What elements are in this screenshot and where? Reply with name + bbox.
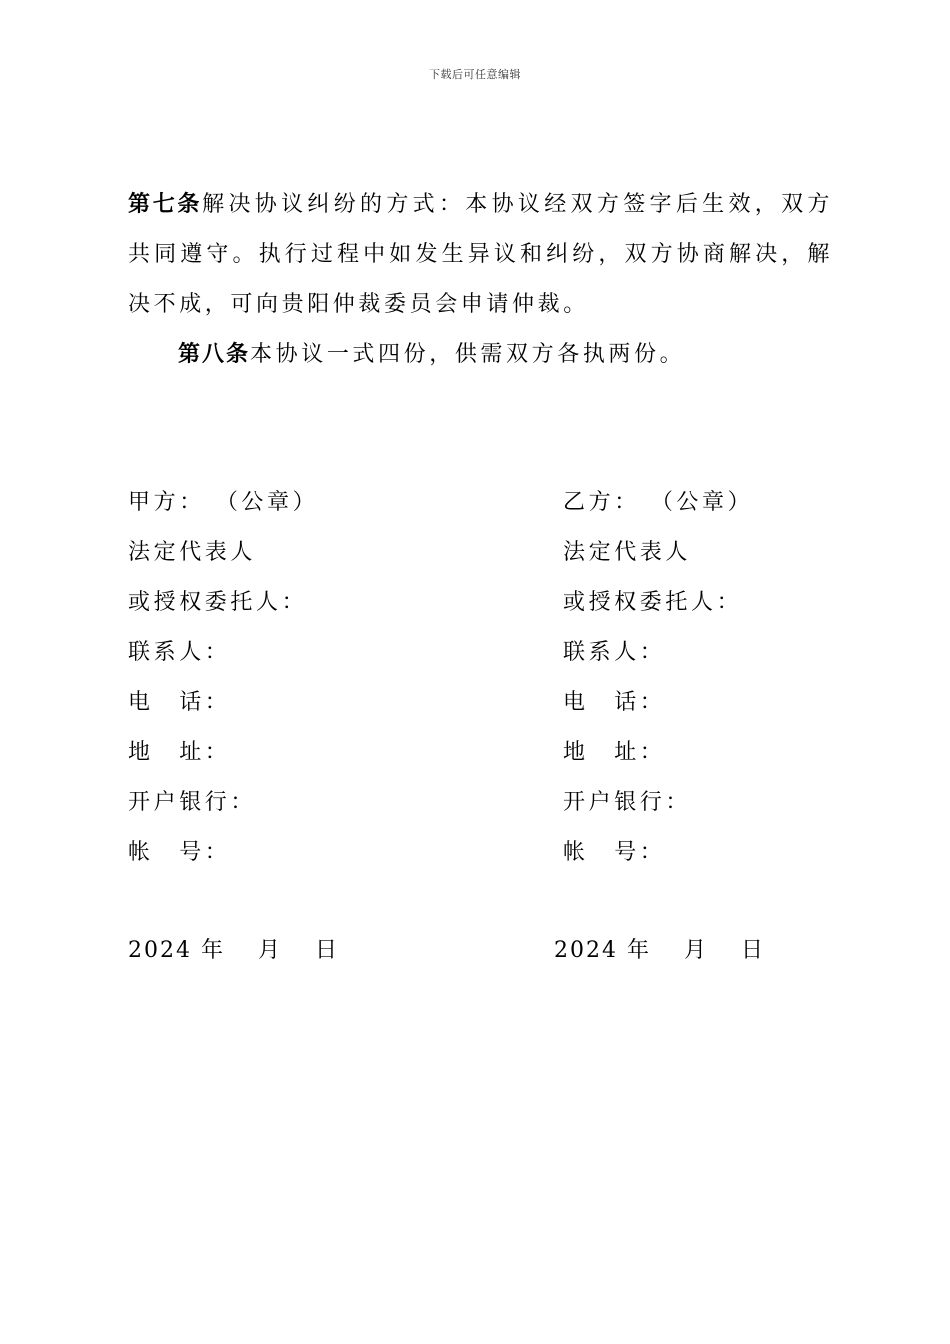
party-a-header <box>128 478 318 528</box>
party-a-date: 2024 年 月 日 <box>128 938 339 963</box>
article-eight-body: 本协议一式四份，供需双方各执两份。 <box>250 342 686 367</box>
article-eight <box>128 330 833 380</box>
party-a-authorized: 或授权委托人： <box>128 590 308 615</box>
party-b-bank: 开户银行： <box>563 790 692 815</box>
party-a-phone: 电 话： <box>128 690 231 715</box>
article-seven <box>128 180 833 330</box>
party-a-contact: 联系人： <box>128 640 231 665</box>
party-b-address: 地 址： <box>563 740 666 765</box>
party-a-block <box>128 478 318 878</box>
party-a-address: 地 址： <box>128 740 231 765</box>
party-b-date: 2024 年 月 日 <box>554 938 765 963</box>
party-b-account: 帐 号： <box>563 840 666 865</box>
party-b-phone: 电 话： <box>563 690 666 715</box>
party-b-seal: （公章） <box>661 490 754 515</box>
party-a-label: 甲方： <box>128 490 205 515</box>
header-note: 下载后可任意编辑 <box>429 68 521 81</box>
article-seven-body: 解决协议纠纷的方式：本协议经双方签字后生效，双方共同遵守。执行过程中如发生异议和纠纷，双方协商解决，解决不成，可向贵阳仲裁委员会申请仲裁。 <box>128 192 833 317</box>
party-a-account: 帐 号： <box>128 840 231 865</box>
party-b-contact: 联系人： <box>563 640 666 665</box>
party-a-bank: 开户银行： <box>128 790 257 815</box>
party-b-legal-rep: 法定代表人 <box>563 540 692 565</box>
article-seven-title: 第七条 <box>128 192 203 217</box>
article-eight-title: 第八条 <box>178 342 251 367</box>
party-b-authorized: 或授权委托人： <box>563 590 743 615</box>
party-a-seal: （公章） <box>226 490 319 515</box>
party-b-block <box>563 478 753 878</box>
party-b-header <box>563 478 753 528</box>
party-a-legal-rep: 法定代表人 <box>128 540 257 565</box>
party-b-label: 乙方： <box>563 490 640 515</box>
